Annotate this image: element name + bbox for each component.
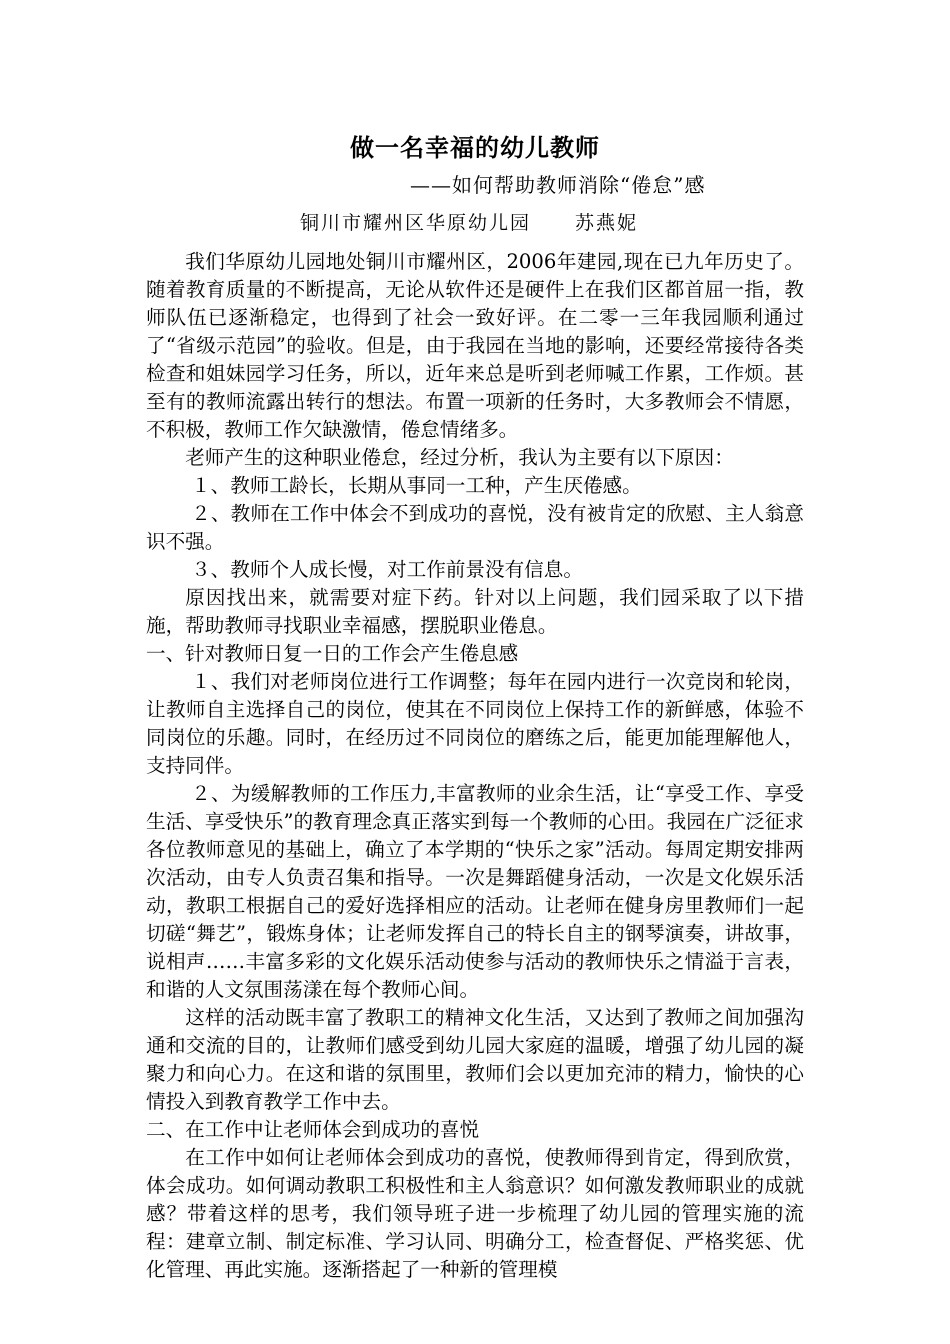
byline-school: 铜川市耀州区华原幼儿园 [300,212,532,234]
document-body [146,248,804,1284]
byline [300,208,638,238]
byline-author: 苏燕妮 [575,212,639,234]
paragraph-causes-intro: 老师产生的这种职业倦怠，经过分析，我认为主要有以下原因： [185,446,734,469]
paragraph-success: 在工作中如何让老师体会到成功的喜悦，使教师得到肯定，得到欣赏，体会成功。如何调动教职工积极性和主人翁意识？如何激发教师职业的成就感？带着这样的思考，我们领导班子进一步梳理了幼儿园的管理实施的流程：建章立制、制定标准、学习认同、明确分工，检查督促、严格奖惩、优化管理、再此实施。逐渐搭起了一种新的管理模 [146,1146,804,1281]
paragraph-measure-1: １、我们对老师岗位进行工作调整；每年在园内进行一次竞岗和轮岗，让教师自主选择自己的岗位，使其在不同岗位上保持工作的新鲜感，体验不同岗位的乐趣。同时，在经历过不同岗位的磨练之后，能更加能理解他人，支持同伴。 [146,670,804,777]
document-title: 做一名幸福的幼儿教师 [350,134,600,162]
paragraph-intro: 我们华原幼儿园地处铜川市耀州区，2006年建园,现在已九年历史了。随着教育质量的不断提高，无论从软件还是硬件上在我们区都首屈一指，教师队伍已逐渐稳定，也得到了社会一致好评。在二零一三年我园顺利通过了“省级示范园”的验收。但是，由于我园在当地的影响，还要经常接待各类检查和姐妹园学习任务，所以，近年来总是听到老师喊工作累，工作烦。甚至有的教师流露出转行的想法。布置一项新的任务时，大多教师会不情愿，不积极，教师工作欠缺激情，倦怠情绪多。 [146,250,804,441]
paragraph-cause-2: ２、教师在工作中体会不到成功的喜悦，没有被肯定的欣慰、主人翁意识不强。 [146,502,804,553]
paragraph-measure-2: ２、为缓解教师的工作压力,丰富教师的业余生活，让“享受工作、享受生活、享受快乐”的教育理念真正落实到每一个教师的心田。我园在广泛征求各位教师意见的基础上，确立了本学期的“快乐之家”活动。每周定期安排两次活动，由专人负责召集和指导。一次是舞蹈健身活动，一次是文化娱乐活动，教职工根据自己的爱好选择相应的活动。让老师在健身房里教师们一起切磋“舞艺”，锻炼身体；让老师发挥自己的特长自主的钢琴演奏，讲故事，说相声……丰富多彩的文化娱乐活动使参与活动的教师快乐之情溢于言表，和谐的人文氛围荡漾在每个教师心间。 [146,782,804,1001]
paragraph-cause-3: ３、教师个人成长慢，对工作前景没有信息。 [191,558,583,581]
document-subtitle: ——如何帮助教师消除“倦怠”感 [410,173,706,197]
section-heading-2: 二、在工作中让老师体会到成功的喜悦 [146,1118,480,1141]
paragraph-measures-intro: 原因找出来，就需要对症下药。针对以上问题，我们园采取了以下措施，帮助教师寻找职业幸福感，摆脱职业倦息。 [146,586,804,637]
section-heading-1: 一、针对教师日复一日的工作会产生倦息感 [146,642,519,665]
paragraph-activity-effect: 这样的活动既丰富了教职工的精神文化生活，又达到了教师之间加强沟通和交流的目的，让教师们感受到幼儿园大家庭的温暖，增强了幼儿园的凝聚力和向心力。在这和谐的氛围里，教师们会以更加充沛的精力，愉快的心情投入到教育教学工作中去。 [146,1006,804,1113]
paragraph-cause-1: １、教师工龄长，长期从事同一工种，产生厌倦感。 [191,474,642,497]
